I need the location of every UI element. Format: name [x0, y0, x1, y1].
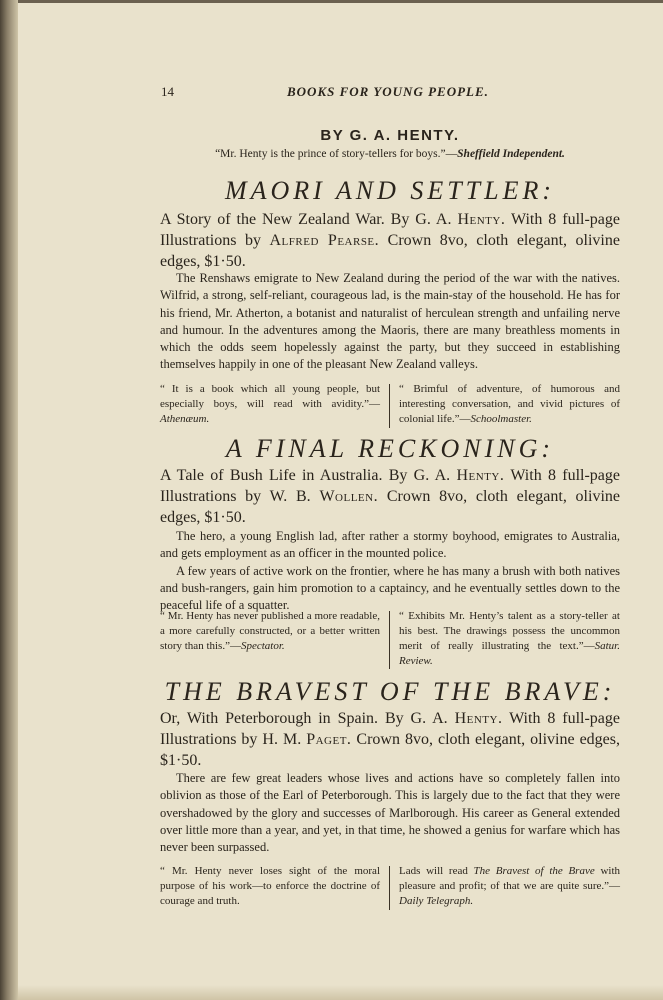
review-right: [399, 382, 620, 427]
book-title-a-final-reckoning: A FINAL RECKONING:: [225, 434, 555, 463]
review-right: [399, 609, 620, 669]
review-left: [160, 382, 380, 427]
review-text: with pleasure and profit; of that we are quite sure.”—: [399, 865, 620, 892]
review-left: [160, 864, 380, 909]
author-quote-source: Sheffield Independent.: [457, 148, 565, 160]
book-format-price: Crown 8vo, cloth elegant, olivine edges, $1·50.: [160, 488, 620, 526]
author-heading: BY G. A. HENTY.: [320, 127, 460, 144]
book-title-maori-and-settler: MAORI AND SETTLER:: [224, 176, 556, 205]
book-illustrator: Alfred Pearse.: [269, 232, 380, 249]
book-description: [160, 270, 620, 374]
review-left: [160, 609, 380, 654]
book-subtitle: Or, With Peterborough in Spain. By G. A.: [160, 710, 455, 727]
book-illustrator: Wollen.: [319, 488, 379, 505]
book-description: [160, 528, 620, 614]
review-source: Athenæum.: [160, 413, 210, 425]
description-paragraph: The hero, a young English lad, after rather a stormy boyhood, emigrates to Australia, and gets employment as an officer in the mounted police.: [160, 529, 620, 561]
book-author: Henty.: [454, 710, 503, 727]
running-title: BOOKS FOR YOUNG PEOPLE.: [287, 84, 489, 99]
review-divider: [389, 384, 390, 428]
page-top-edge: [18, 0, 663, 3]
book-author: Henty.: [457, 211, 506, 228]
review-text: “ Mr. Henty never loses sight of the moral purpose of his work—to enforce the doctrine of courage and truth.: [160, 865, 380, 907]
book-format-price: Crown 8vo, cloth elegant, olivine edges, $1·50.: [160, 731, 621, 769]
book-format-price: Crown 8vo, cloth elegant, olivine edges, $1·50.: [160, 232, 620, 270]
review-text: “ Brimful of adventure, of humorous and interesting conversation, and vivid pictures of colonial life.”—: [399, 383, 620, 425]
book-meta: [160, 708, 620, 771]
book-meta: [160, 209, 620, 272]
review-text: Lads will read: [399, 865, 474, 877]
review-divider: [389, 866, 390, 910]
author-quote: [160, 148, 620, 160]
book-illustration-note: With 8 full-page Illustrations by H. M.: [160, 710, 621, 748]
review-text: “ It is a book which all young people, but especially boys, will read with avidity.”—: [160, 383, 380, 410]
review-source: Schoolmaster.: [470, 413, 532, 425]
book-meta: [160, 465, 620, 528]
review-source: Daily Telegraph.: [399, 895, 474, 907]
author-quote-text: “Mr. Henty is the prince of story-tellers for boys.”—: [215, 148, 458, 160]
review-source: Spectator.: [240, 640, 285, 652]
page-bottom-edge: [18, 985, 663, 1000]
book-spine-shadow: [0, 0, 18, 1000]
page-number: 14: [161, 84, 174, 99]
description-paragraph: There are few great leaders whose lives and actions have so completely fallen into oblivion as those of the Earl of Peterborough. This is largely due to the fact that they were overshadowed by the glory and successes of Marlborough. His career as General extended over little more than a year, and yet, in that time, he showed a genius for warfare which has never been surpassed.: [160, 771, 620, 855]
book-illustration-note: With 8 full-page Illustrations by: [160, 211, 620, 249]
book-subtitle: A Story of the New Zealand War. By G. A.: [160, 211, 458, 228]
review-right: [399, 864, 620, 909]
description-paragraph: The Renshaws emigrate to New Zealand during the period of the war with the natives. Wilfrid, a strong, self-reliant, courageous lad, is the main-stay of the household. He has for his friend, Mr. Atherton, a botanist and naturalist of herculean strength and unfailing nerve and humour. In the adventures among the Maoris, there are many breathless moments in which the odds seem hopelessly against the party, but they succeed in establishing themselves happily in one of the pleasant New Zealand valleys.: [160, 271, 620, 372]
book-author: Henty.: [456, 467, 505, 484]
book-title-the-bravest-of-the-brave: THE BRAVEST OF THE BRAVE:: [164, 677, 616, 706]
book-illustration-note: With 8 full-page Illustrations by W. B.: [160, 467, 621, 505]
book-illustrator: Paget.: [306, 731, 352, 748]
description-paragraph: A few years of active work on the frontier, where he has many a brush with both natives and bush-rangers, gain him promotion to a captaincy, and he eventually settles down to the peaceful life of a squatter.: [160, 563, 620, 613]
review-divider: [389, 611, 390, 669]
review-text: “ Exhibits Mr. Henty’s talent as a story-teller at his best. The drawings possess the uncommon merit of really illustrating the text.”—: [399, 610, 620, 652]
review-title-italic: The Bravest of the Brave: [473, 865, 595, 877]
book-description: [160, 770, 620, 856]
book-subtitle: A Tale of Bush Life in Australia. By G. A.: [160, 467, 457, 484]
review-source: Satur. Review.: [399, 640, 620, 667]
review-text: “ Mr. Henty has never published a more readable, a more carefully constructed, or a better written story than this.”—: [160, 610, 380, 652]
